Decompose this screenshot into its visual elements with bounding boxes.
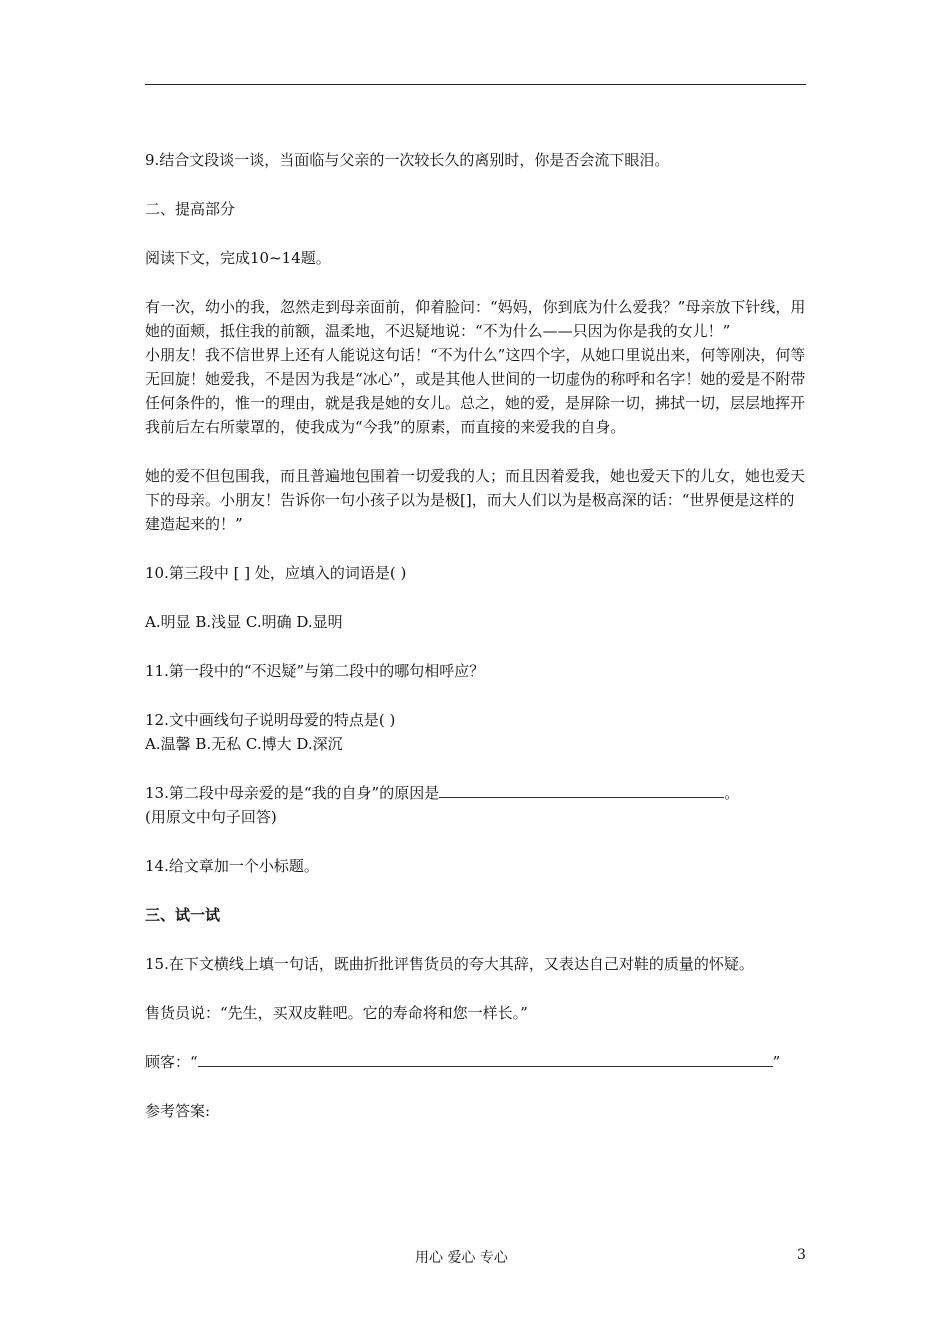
- customer-close-quote: ”: [772, 1053, 781, 1071]
- question-12-options: A.温馨 B.无私 C.博大 D.深沉: [145, 735, 343, 753]
- salesperson-line: 售货员说：“先生，买双皮鞋吧。它的寿命将和您一样长。”: [145, 1004, 528, 1022]
- section-heading-2: 二、提高部分: [145, 200, 236, 218]
- page-content: [145, 148, 807, 1123]
- question-13: [145, 781, 807, 805]
- passage-paragraph-1: 有一次，幼小的我，忽然走到母亲面前，仰着脸问：“妈妈，你到底为什么爱我？”母亲放下针线，用她的面颊，抵住我的前额，温柔地，不迟疑地说：“不为什么——只因为你是我的女儿！”: [145, 298, 806, 340]
- answer-blank-15[interactable]: [198, 1050, 773, 1067]
- answer-blank-13[interactable]: [439, 781, 724, 798]
- customer-line: [145, 1050, 807, 1074]
- answer-heading: 参考答案:: [145, 1102, 211, 1120]
- question-9: 9.结合文段谈一谈，当面临与父亲的一次较长久的离别时，你是否会流下眼泪。: [145, 151, 670, 169]
- question-10-options: A.明显 B.浅显 C.明确 D.显明: [145, 613, 343, 631]
- section-heading-3: 三、试一试: [145, 906, 221, 924]
- passage-paragraph-3: 她的爱不但包围我，而且普遍地包围着一切爱我的人；而且因着爱我，她也爱天下的儿女，她也爱天下的母亲。小朋友！告诉你一句小孩子以为是极[]，而大人们以为是极高深的话：“世界便是这样的建造起来的！”: [145, 467, 806, 533]
- passage-paragraph-2: 小朋友！我不信世界上还有人能说这句话！“不为什么”这四个字，从她口里说出来，何等刚决，何等无回旋！她爱我，不是因为我是“冰心”，或是其他人世间的一切虚伪的称呼和名字！她的爱是不附带任何条件的，惟一的理由，就是我是她的女儿。总之，她的爱，是屏除一切，拂拭一切，层层地挥开我前后左右所蒙罩的，使我成为“今我”的原素，而直接的来爱我的自身。: [145, 346, 806, 436]
- question-13-text: 13.第二段中母亲爱的是“我的自身”的原因是: [145, 784, 440, 802]
- footer-slogan: 用心 爱心 专心: [415, 1250, 508, 1266]
- question-11: 11.第一段中的“不迟疑”与第二段中的哪句相呼应？: [145, 662, 485, 680]
- question-12: 12.文中画线句子说明母爱的特点是( ): [145, 711, 396, 729]
- page-number: 3: [797, 1247, 806, 1263]
- question-13-period: 。: [724, 784, 740, 802]
- customer-label: 顾客：“: [145, 1053, 198, 1071]
- question-13-note: (用原文中句子回答): [145, 808, 277, 826]
- question-10: 10.第三段中 [ ] 处，应填入的词语是( ): [145, 564, 407, 582]
- reading-instruction: 阅读下文，完成10~14题。: [145, 249, 331, 267]
- question-14: 14.给文章加一个小标题。: [145, 857, 319, 875]
- header-rule: [145, 84, 806, 85]
- question-15: 15.在下文横线上填一句话，既曲折批评售货员的夸大其辞，又表达自己对鞋的质量的怀疑。: [145, 955, 754, 973]
